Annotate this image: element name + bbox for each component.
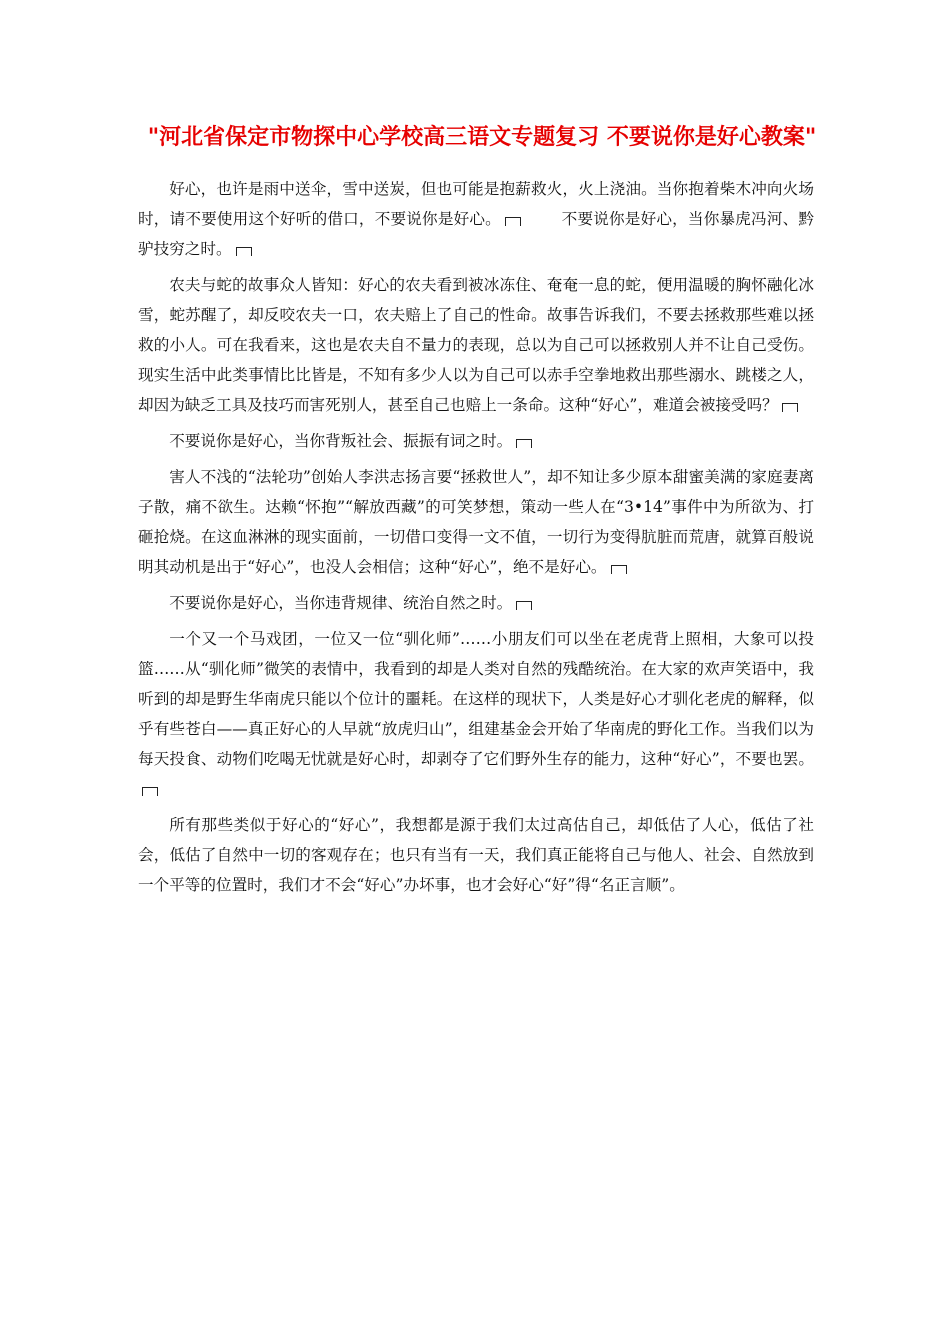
paragraph-text: 不要说你是好心，当你暴虎冯河、黔驴技穷之时。 xyxy=(138,210,814,258)
paragraph-text: 农夫与蛇的故事众人皆知：好心的农夫看到被冰冻住、奄奄一息的蛇，便用温暖的胸怀融化冰雪，蛇苏醒了，却反咬农夫一口，农夫赔上了自己的性命。故事告诉我们，不要去拯救那些难以拯救的小人。可在我看来，这也是农夫自不量力的表现，总以为自己可以拯救别人并不让自己受伤。现实生活中此类事情比比皆是，不知有多少人以为自己可以赤手空拳地救出那些溺水、跳楼之人，却因为缺乏工具及技巧而害死别人，甚至自己也赔上一条命。这种“好心”，难道会被接受吗？ xyxy=(138,276,814,414)
paragraph-1 xyxy=(138,174,814,264)
paragraph-mark-icon xyxy=(611,565,627,574)
document-body xyxy=(138,174,814,906)
paragraph-mark-icon xyxy=(516,601,532,610)
paragraph-text: 不要说你是好心，当你违背规律、统治自然之时。 xyxy=(169,594,513,612)
paragraph-text: 害人不浅的“法轮功”创始人李洪志扬言要“拯救世人”，却不知让多少原本甜蜜美满的家庭妻离子散，痛不欲生。达赖“怀抱”“解放西藏”的可笑梦想，策动一些人在“3•14”事件中为所欲为、打砸抢烧。在这血淋淋的现实面前，一切借口变得一文不值，一切行为变得肮脏而荒唐，就算百般说明其动机是出于“好心”，也没人会相信；这种“好心”，绝不是好心。 xyxy=(138,468,814,576)
paragraph-7 xyxy=(138,810,814,900)
paragraph-text: 所有那些类似于好心的“好心”，我想都是源于我们太过高估自己，却低估了人心，低估了社会，低估了自然中一切的客观存在；也只有当有一天，我们真正能将自己与他人、社会、自然放到一个平等的位置时，我们才不会“好心”办坏事，也才会好心“好”得“名正言顺”。 xyxy=(138,816,814,894)
paragraph-text: 好心，也许是雨中送伞，雪中送炭，但也可能是抱薪救火，火上浇油。当你抱着柴木冲向火场时，请不要使用这个好听的借口，不要说你是好心。 xyxy=(138,180,814,228)
paragraph-mark-icon xyxy=(236,247,252,256)
document-title: "河北省保定市物探中心学校高三语文专题复习 不要说你是好心教案" xyxy=(147,124,817,150)
paragraph-5 xyxy=(138,588,814,618)
paragraph-text: 一个又一个马戏团，一位又一位“驯化师”……小朋友们可以坐在老虎背上照相，大象可以投篮……从“驯化师”微笑的表情中，我看到的却是人类对自然的残酷统治。在大家的欢声笑语中，我听到的却是野生华南虎只能以个位计的噩耗。在这样的现状下，人类是好心才驯化老虎的解释，似乎有些苍白——真正好心的人早就“放虎归山”，组建基金会开始了华南虎的野化工作。当我们以为每天投食、动物们吃喝无忧就是好心时，却剥夺了它们野外生存的能力，这种“好心”，不要也罢。 xyxy=(138,630,814,768)
paragraph-mark-icon xyxy=(782,403,798,412)
paragraph-2 xyxy=(138,270,814,420)
paragraph-mark-icon xyxy=(516,439,532,448)
paragraph-mark-icon xyxy=(505,217,521,226)
paragraph-text: 不要说你是好心，当你背叛社会、振振有词之时。 xyxy=(169,432,513,450)
paragraph-mark-icon xyxy=(142,787,158,796)
paragraph-6 xyxy=(138,624,814,804)
paragraph-3 xyxy=(138,426,814,456)
paragraph-4 xyxy=(138,462,814,582)
